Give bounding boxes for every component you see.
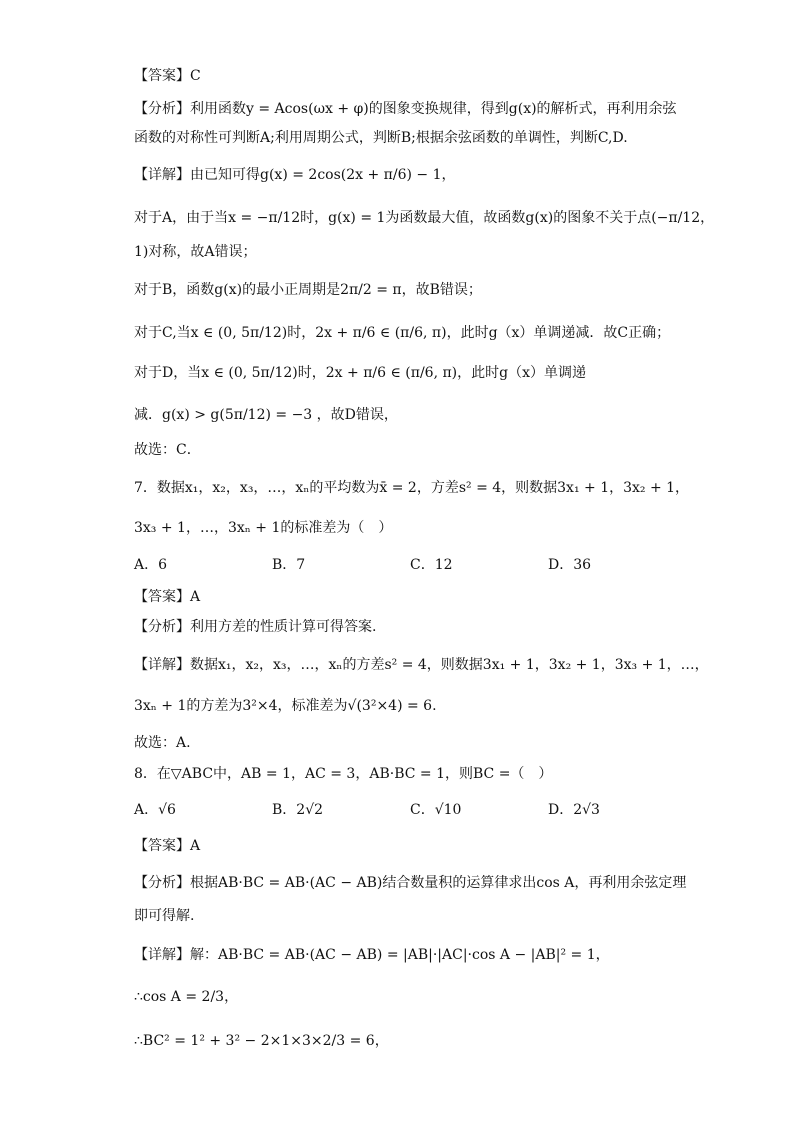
- detail-line: 1)对称，故A错误；: [134, 244, 257, 260]
- choose-line: 故选：C．: [134, 442, 201, 458]
- option: D．2√3: [548, 802, 600, 818]
- option: C．√10: [410, 802, 462, 818]
- option: B．2√2: [272, 802, 324, 818]
- detail-line: 对于B，函数g(x)的最小正周期是2π/2 = π，故B错误；: [134, 282, 482, 298]
- question-8: 8．在▽ABC中，AB = 1，AC = 3，AB·BC = 1，则BC =（ ）: [134, 766, 553, 782]
- detail-line: 【详解】数据x₁，x₂，x₃，…，xₙ的方差s² = 4，则数据3x₁ + 1，3x₂ + 1，3x₃ + 1，…，: [134, 657, 709, 673]
- detail-line: 【详解】解：AB·BC = AB·(AC − AB) = |AB|·|AC|·cos A − |AB|² = 1，: [134, 947, 610, 963]
- detail-line: 3xₙ + 1的方差为3²×4，标准差为√(3²×4) = 6.: [134, 698, 437, 714]
- option: A．√6: [134, 802, 176, 818]
- question-7: 7．数据x₁，x₂，x₃，…，xₙ的平均数为x̄ = 2，方差s² = 4，则数据3x₁ + 1，3x₂ + 1，: [134, 480, 690, 496]
- detail-line: 对于D，当x ∈ (0, 5π/12)时，2x + π/6 ∈ (π/6, π)，此时g（x）单调递: [134, 365, 586, 381]
- analysis-line-cont: 函数的对称性可判断A;利用周期公式，判断B;根据余弦函数的单调性，判断C,D.: [134, 130, 628, 146]
- analysis-line: 【分析】利用方差的性质计算可得答案.: [134, 619, 377, 635]
- q8-options: [134, 800, 676, 820]
- detail-line: ∴BC² = 1² + 3² − 2×1×3×2/3 = 6，: [134, 1033, 389, 1049]
- detail-line: 减．g(x) > g(5π/12) = −3 ，故D错误，: [134, 407, 398, 423]
- option: D．36: [548, 557, 592, 573]
- q7-options: [134, 555, 676, 575]
- analysis-line: 【分析】利用函数y = Acos(ωx + φ)的图象变换规律，得到g(x)的解析式，再利用余弦: [134, 101, 677, 117]
- option: A．6: [134, 557, 168, 573]
- question-7-cont: 3x₃ + 1，…，3xₙ + 1的标准差为（ ）: [134, 520, 393, 536]
- answer-line: 【答案】C: [134, 68, 201, 84]
- detail-line: 对于A，由于当x = −π/12时，g(x) = 1为函数最大值，故函数g(x)的图象不关于点(−π/12，: [134, 210, 715, 226]
- answer-line: 【答案】A: [134, 589, 201, 605]
- answer-line: 【答案】A: [134, 838, 201, 854]
- choose-line: 故选：A.: [134, 735, 191, 751]
- analysis-line-cont: 即可得解.: [134, 908, 195, 924]
- option: C．12: [410, 557, 453, 573]
- detail-line: 对于C,当x ∈ (0, 5π/12)时，2x + π/6 ∈ (π/6, π)，此时g（x）单调递减．故C正确；: [134, 325, 671, 341]
- option: B．7: [272, 557, 306, 573]
- analysis-line: 【分析】根据AB·BC = AB·(AC − AB)结合数量积的运算律求出cos A，再利用余弦定理: [134, 875, 687, 891]
- detail-line: ∴cos A = 2/3，: [134, 989, 239, 1005]
- detail-line: 【详解】由已知可得g(x) = 2cos(2x + π/6) − 1，: [134, 167, 456, 183]
